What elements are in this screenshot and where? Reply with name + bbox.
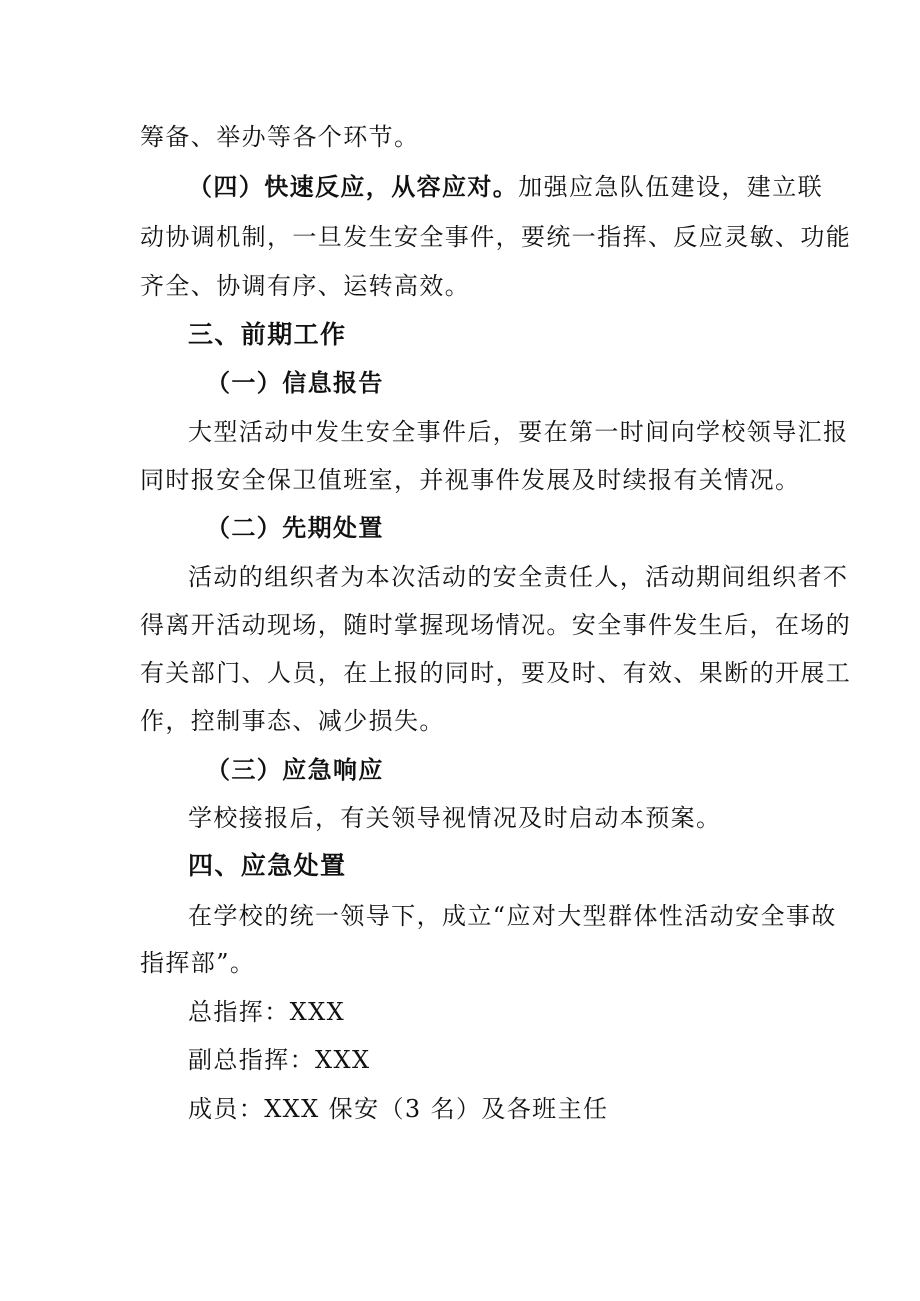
paragraph-line: 活动的组织者为本次活动的安全责任人，活动期间组织者不: [188, 563, 849, 591]
paragraph-line: 得离开活动现场，随时掌握现场情况。安全事件发生后，在场的: [140, 611, 852, 639]
paragraph-line: 作，控制事态、减少损失。: [140, 707, 445, 735]
paragraph-line: 指挥部”。: [140, 949, 256, 977]
paragraph-line: 筹备、举办等各个环节。: [140, 123, 420, 151]
paragraph-line: 大型活动中发生安全事件后，要在第一时间向学校领导汇报: [188, 418, 849, 446]
paragraph-line: 齐全、协调有序、运转高效。: [140, 272, 471, 300]
paragraph-line: 同时报安全保卫值班室，并视事件发展及时续报有关情况。: [140, 466, 801, 494]
paragraph-line: 副总指挥：XXX: [188, 1046, 371, 1074]
section-subheading: （一）信息报告: [206, 369, 384, 397]
paragraph-line: 学校接报后，有关领导视情况及时启动本预案。: [188, 804, 722, 832]
paragraph-line: 动协调机制，一旦发生安全事件，要统一指挥、反应灵敏、功能: [140, 223, 852, 251]
section-subheading: （三）应急响应: [206, 756, 384, 784]
section-subheading: （二）先期处置: [206, 514, 384, 542]
paragraph-text: 加强应急队伍建设，建立联: [518, 173, 824, 201]
section-heading: 三、前期工作: [188, 320, 347, 349]
paragraph-line: 成员：XXX 保安（3 名）及各班主任: [188, 1095, 609, 1123]
section-subheading: （四）快速反应，从容应对。: [188, 173, 519, 201]
paragraph-line: 总指挥：XXX: [188, 998, 346, 1026]
section-heading: 四、应急处置: [188, 851, 347, 880]
paragraph-line: 在学校的统一领导下，成立“应对大型群体性活动安全事故: [188, 902, 837, 930]
paragraph-line: [188, 172, 823, 202]
paragraph-line: 有关部门、人员，在上报的同时，要及时、有效、果断的开展工: [140, 659, 852, 687]
